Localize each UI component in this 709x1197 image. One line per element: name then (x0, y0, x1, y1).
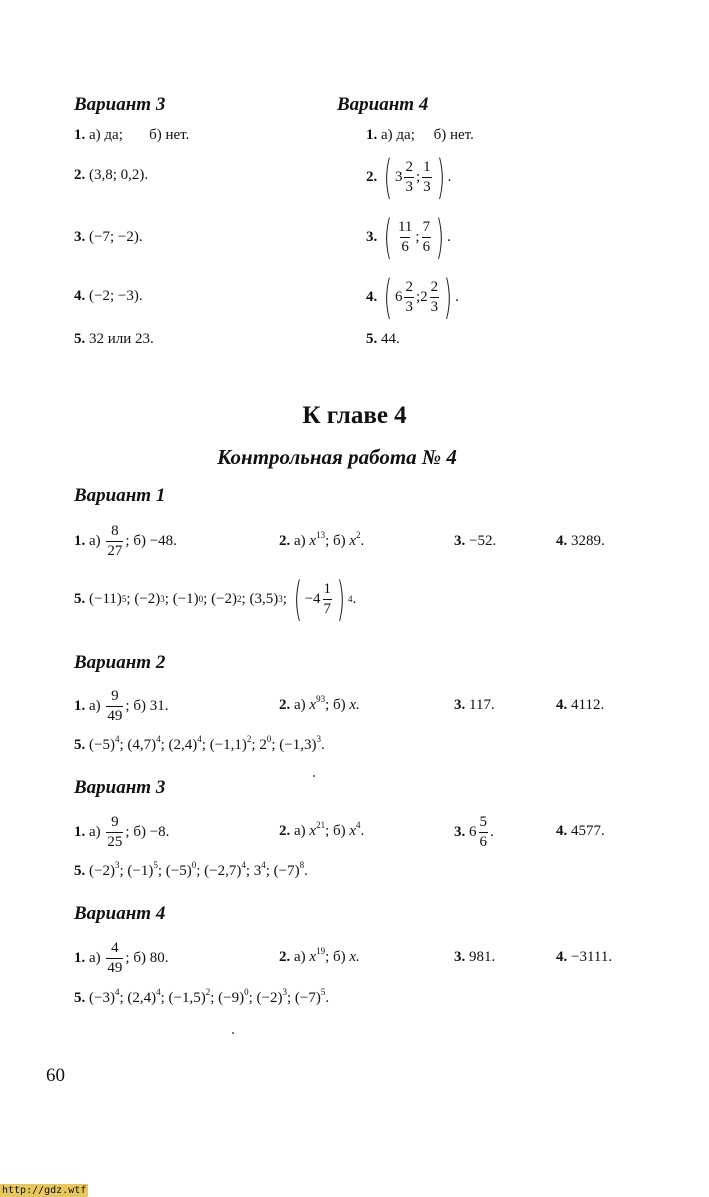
separator: ; (282, 590, 287, 607)
denominator: 6 (479, 833, 487, 850)
end-punct: . (360, 533, 365, 549)
fraction (430, 280, 440, 315)
end-punct: . (490, 823, 494, 840)
power-term: ; (−7) (287, 990, 321, 1006)
whole-part: 6 (394, 288, 403, 305)
variable: x. (349, 697, 360, 713)
answer-number: 1. (74, 949, 86, 966)
fraction (422, 160, 432, 195)
kv3-q3 (454, 809, 494, 855)
variable: x. (349, 949, 360, 965)
answer-number: 2. (74, 167, 86, 183)
part-a-label: а) (294, 949, 310, 965)
answer-number: 2. (366, 168, 378, 185)
numerator: 2 (405, 278, 413, 295)
answer-text: −52. (469, 533, 497, 549)
left-paren: ( (383, 210, 393, 264)
fraction (422, 220, 432, 255)
denominator: 49 (107, 959, 123, 976)
part-b-label: ; б) (325, 697, 350, 713)
answer-number: 3. (366, 228, 378, 245)
end-punct: . (320, 737, 325, 753)
part-b-text: ; б) 80. (125, 949, 169, 966)
fraction (479, 815, 489, 850)
numerator: 4 (111, 939, 119, 956)
exponent: 4 (114, 734, 120, 744)
right-paren: ) (436, 150, 445, 204)
kv4-q5 (74, 987, 330, 1007)
answer-number: 4. (556, 949, 568, 965)
power-term: ; 3 (245, 863, 262, 879)
power-term: ; (−2) (248, 990, 283, 1006)
right-paren: ) (436, 210, 445, 264)
power-term: ; (−1,1) (201, 737, 247, 753)
exponent: 0 (244, 987, 249, 997)
separator: ; (415, 168, 421, 185)
numerator: 2 (405, 158, 413, 175)
answer-text: 4112. (571, 697, 605, 713)
end-punct: . (360, 823, 365, 839)
numerator: 5 (479, 813, 487, 830)
mixed-number (395, 160, 416, 195)
power-term: ; (−2,7) (196, 863, 242, 879)
answer-number: 3. (454, 823, 466, 840)
kv1-q3 (454, 533, 496, 550)
answer-number: 3. (454, 697, 466, 713)
power-term: ; (−1) (164, 590, 199, 607)
part-a-label: а) (294, 697, 310, 713)
variant-3-heading: Вариант 3 (74, 94, 166, 115)
kv2-q5 (74, 734, 325, 754)
v3-answer-4 (74, 288, 143, 305)
answer-number: 3. (74, 229, 86, 245)
left-paren: ( (383, 270, 393, 324)
answer-number: 4. (556, 823, 568, 839)
part-b-label: ; б) (325, 949, 350, 965)
answer-text: 117. (469, 697, 495, 713)
denominator: 6 (422, 238, 431, 255)
denominator: 27 (107, 542, 123, 559)
exponent: 5 (320, 987, 326, 997)
scan-speck (232, 1032, 234, 1034)
kv3-q1 (74, 809, 169, 855)
answer-number: 5. (74, 863, 86, 879)
exponent: 0 (266, 734, 272, 744)
power-term: (−3) (89, 990, 115, 1006)
answer-number: 4. (366, 288, 378, 305)
part-b-label: ; б) (325, 533, 350, 549)
exponent: 4 (156, 734, 161, 744)
kv3-heading: Вариант 3 (74, 777, 166, 798)
answer-number: 1. (74, 127, 86, 143)
answer-number: 1. (366, 127, 378, 143)
numerator: 8 (111, 522, 119, 539)
answer-number: 3. (454, 533, 466, 549)
power-term: (−11) (89, 590, 122, 607)
answer-number: 4. (556, 533, 568, 549)
answer-number: 5. (366, 331, 378, 347)
answer-number: 1. (74, 532, 86, 549)
kv1-heading: Вариант 1 (74, 485, 166, 506)
answer-number: 4. (556, 697, 568, 713)
fraction (106, 524, 123, 559)
power-term: ; (2,4) (160, 737, 198, 753)
exponent: 4 (241, 860, 246, 870)
answer-number: 2. (279, 949, 291, 965)
part-b-text: ; б) −48. (125, 532, 177, 549)
whole-part: 3 (394, 168, 403, 185)
answer-text: 4577. (571, 823, 605, 839)
fraction (397, 220, 413, 255)
exponent: 3 (316, 734, 321, 744)
kv4-q2 (279, 946, 360, 966)
exponent: 3 (114, 860, 120, 870)
exponent: 2 (356, 530, 361, 540)
numerator: 11 (397, 218, 413, 235)
part-a-label: а) (294, 533, 310, 549)
part-b-text: ; б) −8. (125, 823, 170, 840)
numerator: 9 (111, 813, 119, 830)
variable: x (309, 823, 317, 839)
fraction (106, 689, 123, 724)
power-term: ; (−9) (210, 990, 245, 1006)
answer-text: (3,8; 0,2). (89, 167, 149, 183)
part-a-label: а) (294, 823, 310, 839)
power-term: ; (−2) (126, 590, 161, 607)
exponent: 2 (246, 734, 252, 744)
answer-number: 5. (74, 990, 86, 1006)
exponent: 4 (156, 987, 161, 997)
power-term: ; (−5) (157, 863, 192, 879)
answer-text: −3111. (571, 949, 613, 965)
end-punct: . (352, 590, 357, 607)
kv2-q2 (279, 694, 360, 714)
part-b-label: ; б) (325, 823, 350, 839)
exponent: 13 (316, 530, 326, 540)
v4-answer-1 (366, 127, 474, 144)
right-paren: ) (444, 270, 453, 324)
v3-answer-1 (74, 127, 189, 144)
mixed-number (305, 582, 334, 617)
kv4-heading: Вариант 4 (74, 903, 166, 924)
whole-part: 6 (469, 823, 477, 840)
variable: x (309, 949, 317, 965)
answer-text: (−7; −2). (89, 229, 143, 245)
answer-text: 981. (469, 949, 496, 965)
v3-answer-3 (74, 229, 143, 246)
end-punct: . (304, 863, 308, 879)
answer-text: а) да; б) нет. (89, 127, 190, 143)
denominator: 3 (423, 178, 431, 195)
part-a-label: а) (89, 823, 101, 840)
kv2-q4 (556, 697, 604, 714)
whole-part: −4 (304, 590, 321, 607)
mixed-number (395, 280, 416, 315)
kv2-heading: Вариант 2 (74, 652, 166, 673)
watermark-label: http://gdz.wtf (2, 1185, 87, 1196)
v3-answer-5 (74, 331, 154, 348)
separator: ; (415, 228, 420, 245)
kv3-q4 (556, 823, 605, 840)
left-paren: ( (383, 150, 393, 204)
power-term: (−5) (89, 737, 115, 753)
exponent: 8 (299, 860, 305, 870)
page-number: 60 (46, 1065, 65, 1086)
kv2-q3 (454, 697, 495, 714)
part-b-text: ; б) 31. (125, 697, 169, 714)
fraction (404, 280, 414, 315)
fraction (323, 582, 333, 617)
power-term: ; (−1) (119, 863, 154, 879)
numerator: 2 (430, 278, 439, 295)
v4-answer-2 (366, 152, 451, 202)
kv3-q2 (279, 820, 365, 840)
power-term: ; (4,7) (119, 737, 157, 753)
end-punct: . (447, 168, 452, 185)
variable: x (349, 533, 357, 549)
kv2-q1 (74, 683, 168, 729)
part-a-label: а) (89, 949, 101, 966)
kv3-q5 (74, 860, 308, 880)
answer-number: 1. (74, 697, 86, 714)
end-punct: . (447, 228, 451, 245)
v3-answer-2 (74, 167, 148, 184)
mixed-number (469, 815, 490, 850)
power-term: ; (3,5) (241, 590, 279, 607)
answer-text: 44. (381, 331, 400, 347)
answer-text: (−2; −3). (89, 288, 143, 304)
answer-number: 5. (74, 331, 86, 347)
denominator: 49 (107, 707, 123, 724)
kv4-q4 (556, 949, 612, 966)
fraction (106, 815, 123, 850)
mixed-number (420, 280, 441, 315)
exponent: 5 (153, 860, 158, 870)
answer-number: 3. (454, 949, 466, 965)
power-term: (−2) (89, 863, 115, 879)
left-paren: ( (293, 572, 302, 626)
chapter-title: К главе 4 (302, 402, 407, 429)
test-title: Контрольная работа № 4 (217, 445, 457, 469)
fraction (106, 941, 123, 976)
power-term: ; (−7) (265, 863, 300, 879)
answer-text: а) да; б) нет. (381, 127, 474, 143)
numerator: 1 (323, 580, 332, 597)
power-term: ; 2 (251, 737, 267, 753)
answer-number: 2. (279, 697, 291, 713)
answer-number: 1. (74, 823, 86, 840)
power-term: ; (−1,5) (160, 990, 206, 1006)
numerator: 1 (423, 158, 431, 175)
kv4-q3 (454, 949, 495, 966)
exponent: 19 (316, 946, 326, 956)
kv1-q1 (74, 518, 177, 564)
denominator: 3 (405, 178, 413, 195)
fraction (404, 160, 414, 195)
variable: x (349, 823, 357, 839)
exponent: 2 (205, 987, 211, 997)
denominator: 6 (401, 238, 409, 255)
exponent: 4 (261, 860, 266, 870)
kv4-q1 (74, 935, 168, 981)
scan-speck (313, 775, 315, 777)
v4-answer-4 (366, 272, 459, 322)
power-term: ; (−1,3) (271, 737, 317, 753)
end-punct: . (325, 990, 330, 1006)
right-paren: ) (336, 572, 346, 626)
denominator: 3 (405, 298, 413, 315)
answer-number: 2. (279, 823, 291, 839)
end-punct: . (455, 288, 459, 305)
variable: x (309, 533, 317, 549)
denominator: 25 (107, 833, 123, 850)
answer-number: 4. (74, 288, 86, 304)
v4-answer-5 (366, 331, 400, 348)
power-term: ; (2,4) (119, 990, 157, 1006)
answer-text: 32 или 23. (89, 331, 154, 347)
answer-number: 2. (279, 533, 291, 549)
kv1-q4 (556, 533, 605, 550)
denominator: 7 (323, 600, 332, 617)
kv1-q5: 5. (−11) 5 ; (−2) 3 ; (−1) 0 ; (−2) 2 ; (3,5) 3 ; ( −4 $\frac{1}{7}$ ) 4 . (74, 572, 357, 626)
exponent: 93 (316, 694, 326, 704)
exponent: 3 (282, 987, 287, 997)
answer-number: 5. (74, 590, 86, 607)
separator: ; (415, 288, 421, 305)
part-a-label: а) (89, 532, 101, 549)
denominator: 3 (430, 298, 439, 315)
v4-answer-3 (366, 212, 451, 262)
whole-part: 2 (420, 288, 428, 305)
exponent: 0 (191, 860, 197, 870)
numerator: 7 (422, 218, 431, 235)
part-a-label: а) (89, 697, 101, 714)
exponent: 4 (356, 820, 361, 830)
power-term: ; (−2) (203, 590, 238, 607)
exponent: 4 (114, 987, 120, 997)
exponent: 21 (316, 820, 326, 830)
numerator: 9 (111, 687, 119, 704)
exponent: 4 (197, 734, 202, 744)
answer-number: 5. (74, 737, 86, 753)
variant-4-heading: Вариант 4 (337, 94, 429, 115)
answer-text: 3289. (571, 533, 605, 549)
kv1-q2 (279, 530, 365, 550)
variable: x (309, 697, 317, 713)
